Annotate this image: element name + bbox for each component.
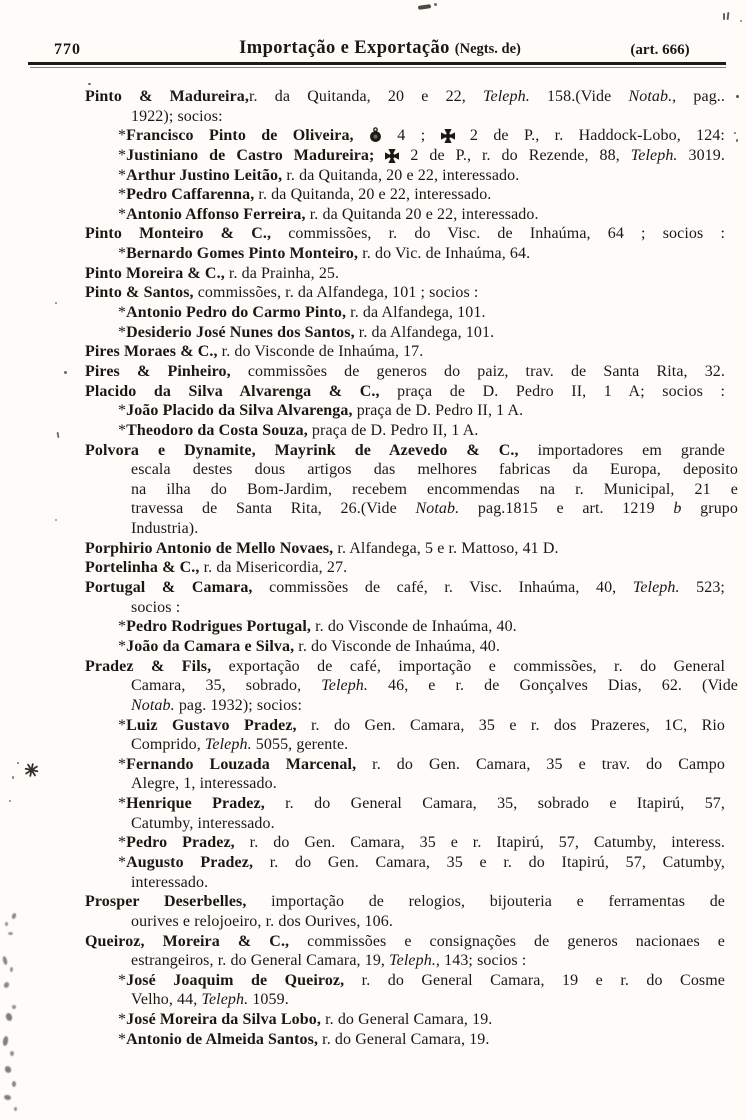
directory-line xyxy=(85,558,725,578)
ink-speck xyxy=(11,912,17,919)
entry-text: * xyxy=(118,146,127,164)
directory-line xyxy=(85,166,725,186)
entry-text: * xyxy=(118,166,127,184)
italic-term: Teleph. xyxy=(632,579,680,597)
entry-text: 5055, gerente. xyxy=(251,736,349,754)
directory-list xyxy=(85,87,738,1049)
entry-text: * xyxy=(118,245,127,263)
directory-line xyxy=(85,264,725,284)
entry-text: r. da Quitanda 20 e 22, interessado. xyxy=(305,205,539,223)
entry-text: r. da Alfandega, 101. xyxy=(346,304,486,322)
name-text: Fernando Louzada Marcenal, xyxy=(126,755,357,773)
italic-term: Teleph. xyxy=(321,677,368,695)
entry-text: r. da Alfandega, 101. xyxy=(354,323,495,341)
ink-speck xyxy=(88,83,91,85)
ink-speck xyxy=(12,1005,16,1009)
name-text: Portugal & Camara, xyxy=(85,579,253,597)
entry-text: 2 de P., r. Haddock-Lobo, 124: xyxy=(469,127,725,145)
directory-line xyxy=(85,224,725,244)
directory-line xyxy=(85,441,725,461)
entry-text: r. da Quitanda, 20 e 22, xyxy=(249,88,484,105)
directory-line xyxy=(85,990,725,1010)
ink-speck xyxy=(2,1036,9,1047)
directory-line xyxy=(85,794,725,814)
name-text: José Joaquim de Queiroz, xyxy=(126,971,345,989)
entry-text: Catumby, interessado. xyxy=(131,814,275,832)
name-text: Arthur Justino Leitão, xyxy=(126,166,283,184)
entry-text: 1922); socios: xyxy=(131,107,223,125)
entry-text: 158.(Vide xyxy=(529,88,629,105)
entry-text: r. do General Camara, 19 e r. do Cosme xyxy=(344,971,725,989)
entry-text: commissões, r. do Visc. de Inhaúma, 64 ; socios : xyxy=(271,225,725,243)
directory-line xyxy=(85,696,725,716)
name-text: Luiz Gustavo Pradez, xyxy=(126,716,297,734)
cross-icon xyxy=(441,129,455,143)
name-text: Antonio de Almeida Santos, xyxy=(126,1030,319,1048)
ink-speck xyxy=(17,762,19,764)
directory-line xyxy=(85,205,725,225)
name-text: Pedro Rodrigues Portugal, xyxy=(126,618,311,636)
entry-text: * xyxy=(118,323,127,341)
entry-text: * xyxy=(118,618,127,636)
directory-line xyxy=(85,401,725,421)
name-text: Pires & Pinheiro, xyxy=(85,362,231,380)
entry-text: 3019. xyxy=(677,146,725,164)
ink-speck xyxy=(55,302,57,304)
header-rule-thick xyxy=(28,62,726,65)
page-number: 770 xyxy=(54,41,81,58)
directory-line xyxy=(85,735,725,755)
entry-text: r. do Visconde de Inhaúma, 40. xyxy=(310,618,517,636)
name-text: Pedro Pradez, xyxy=(126,834,235,852)
name-text: João da Camara e Silva, xyxy=(126,637,295,655)
entry-text: r. do Vic. de Inhaúma, 64. xyxy=(358,245,531,263)
directory-line xyxy=(85,519,725,539)
directory-line xyxy=(85,774,725,794)
medal-icon xyxy=(369,127,382,143)
entry-text: r. da Quitanda, 20 e 22, interessado. xyxy=(282,166,520,184)
ink-speck xyxy=(64,371,67,374)
ink-speck xyxy=(2,956,8,966)
entry-text: commissões de café, r. Visc. Inhaúma, 40, xyxy=(252,579,633,597)
name-text: Antonio Pedro do Carmo Pinto, xyxy=(126,304,347,322)
ink-speck xyxy=(740,20,742,22)
directory-line xyxy=(85,87,725,107)
italic-term: Teleph. xyxy=(630,146,678,164)
entry-text: commissões de generos do paiz, trav. de Santa Rita, 32. xyxy=(230,362,726,380)
ink-speck xyxy=(10,967,13,972)
ink-speck xyxy=(736,139,738,142)
ink-speck xyxy=(418,4,431,10)
name-text: Theodoro da Costa Souza, xyxy=(126,421,308,439)
entry-text: * xyxy=(118,304,127,322)
entry-text: * xyxy=(118,853,127,871)
page-title-suffix-text: (Negts. de) xyxy=(454,41,521,57)
page-title-text: Importação e Exportação xyxy=(239,38,450,58)
directory-line xyxy=(85,892,725,912)
ink-speck xyxy=(9,800,11,802)
entry-text: 4 ; xyxy=(397,127,441,145)
entry-text: interessado. xyxy=(131,873,209,891)
name-text: Pinto & Santos, xyxy=(85,284,194,302)
entry-text: commissões e consignações de generos nacionaes e xyxy=(289,932,725,950)
directory-line xyxy=(85,539,725,559)
entry-text xyxy=(354,127,369,144)
entry-text: importadores em grande xyxy=(518,441,725,459)
name-text: Desiderio José Nunes dos Santos, xyxy=(126,323,355,341)
entry-text: praça de D. Pedro II, 1 A. xyxy=(307,421,479,439)
header-rule-thin xyxy=(30,67,726,68)
entry-text: grupo xyxy=(681,500,738,518)
directory-line xyxy=(85,283,725,303)
directory-line xyxy=(85,755,725,775)
directory-line xyxy=(85,578,725,598)
directory-line xyxy=(85,617,725,637)
ink-speck xyxy=(14,1107,17,1111)
directory-line xyxy=(85,833,725,853)
name-text: Antonio Affonso Ferreira, xyxy=(126,205,306,223)
directory-line xyxy=(85,1030,725,1050)
entry-text: r. do Gen. Camara, 35 e r. Itapirú, 57, Catumby, interess. xyxy=(234,834,725,852)
name-text: Pinto Monteiro & C., xyxy=(85,225,272,243)
entry-text: r. do Gen. Camara, 35 e trav. do Campo xyxy=(356,755,725,773)
entry-text: 523; xyxy=(679,579,725,597)
name-text: Justiniano de Castro Madureira; xyxy=(126,146,375,164)
entry-text: 46, e r. de Gonçalves Dias, 62. (Vide xyxy=(368,677,738,695)
name-text: Polvora e Dynamite, Mayrink de Azevedo & C., xyxy=(85,441,519,459)
entry-text: ourives e relojoeiro, r. dos Ourives, 106. xyxy=(131,912,393,930)
entry-text: r. da Misericordia, 27. xyxy=(199,559,348,577)
name-text: Pinto & Madureira, xyxy=(85,88,250,105)
ink-speck xyxy=(12,1081,16,1087)
name-text: Portelinha & C., xyxy=(85,559,200,577)
entry-text: * xyxy=(118,971,127,989)
directory-line xyxy=(85,716,725,736)
name-text: Placido da Silva Alvarenga & C., xyxy=(85,382,380,400)
italic-term: Teleph. xyxy=(201,991,249,1009)
directory-line xyxy=(85,1010,725,1030)
name-text: Augusto Pradez, xyxy=(126,853,254,871)
entry-text: pag. 1932); socios: xyxy=(174,696,303,714)
directory-line xyxy=(85,480,738,500)
directory-line xyxy=(85,342,725,362)
entry-text: estrangeiros, r. do General Camara, 19, xyxy=(131,952,390,970)
directory-line xyxy=(85,421,725,441)
entry-text: commissões, r. da Alfandega, 101 ; socios : xyxy=(193,284,479,302)
entry-text: * xyxy=(118,205,127,223)
name-text: Francisco Pinto de Oliveira, xyxy=(126,127,354,145)
directory-line xyxy=(85,244,725,264)
name-text: Bernardo Gomes Pinto Monteiro, xyxy=(126,245,359,263)
directory-line xyxy=(85,382,725,402)
entry-text: r. do Visconde de Inhaúma, 17. xyxy=(217,343,424,361)
directory-line xyxy=(85,126,725,146)
directory-line xyxy=(85,971,725,991)
entry-text: r. da Quitanda, 20 e 22, interessado. xyxy=(254,186,492,204)
italic-term: Teleph. xyxy=(389,952,436,970)
ink-speck xyxy=(4,1065,13,1074)
ink-speck xyxy=(12,776,14,779)
entry-text: r. do Visconde de Inhaúma, 40. xyxy=(294,637,500,655)
entry-text: * xyxy=(118,421,127,439)
ink-speck xyxy=(723,13,725,20)
directory-line xyxy=(85,460,738,480)
ink-speck xyxy=(3,1094,11,1101)
name-text: Pinto Moreira & C., xyxy=(85,264,225,282)
entry-text: * xyxy=(118,637,127,655)
name-text: Pedro Caffarenna, xyxy=(126,186,255,204)
italic-term: Notab. xyxy=(628,88,673,105)
entry-text: escala destes dous artigos das melhores fabricas da Europa, deposito xyxy=(131,461,738,479)
ink-speck xyxy=(736,95,739,98)
ink-speck xyxy=(5,1012,13,1022)
italic-term: Teleph. xyxy=(204,736,252,754)
directory-line xyxy=(85,932,725,952)
entry-text: * xyxy=(118,834,127,852)
ink-speck xyxy=(3,981,10,989)
entry-text: r. do General Camara, 19. xyxy=(320,1011,493,1029)
entry-text: Alegre, 1, interessado. xyxy=(131,775,277,793)
page-title xyxy=(160,38,600,59)
directory-line xyxy=(85,107,725,127)
ink-speck xyxy=(56,432,59,438)
italic-term: Notab. xyxy=(131,696,175,714)
entry-text: Comprido, xyxy=(131,736,205,754)
directory-line xyxy=(85,323,725,343)
directory-line xyxy=(85,146,725,166)
entry-text: travessa de Santa Rita, 26.(Vide xyxy=(131,500,416,518)
directory-line xyxy=(85,676,738,696)
entry-text: * xyxy=(118,186,127,204)
entry-text: socios : xyxy=(131,598,181,616)
entry-text: importação de relogios, bijouteria e ferramentas de xyxy=(246,893,726,911)
entry-text: r. do General Camara, 35, sobrado e Itapirú, 57, xyxy=(264,795,725,813)
entry-text: r. Alfandega, 5 e r. Mattoso, 41 D. xyxy=(333,539,559,557)
entry-text: Camara, 35, sobrado, xyxy=(131,677,322,695)
name-text: Pradez & Fils, xyxy=(85,657,212,675)
directory-line xyxy=(85,362,725,382)
name-text: Porphirio Antonio de Mello Novaes, xyxy=(85,539,334,557)
entry-text: praça de D. Pedro II, 1 A; socios : xyxy=(379,382,725,400)
entry-text: Velho, 44, xyxy=(131,991,202,1009)
directory-line xyxy=(85,637,725,657)
entry-text: * xyxy=(118,127,127,145)
entry-text: 1059. xyxy=(248,991,289,1009)
directory-line xyxy=(85,873,725,893)
ink-speck xyxy=(727,12,730,20)
entry-text: praça de D. Pedro II, 1 A. xyxy=(352,402,524,420)
directory-line xyxy=(85,814,725,834)
entry-text: * xyxy=(118,716,127,734)
entry-text: exportação de café, importação e commissões, r. do General xyxy=(211,657,725,675)
directory-line xyxy=(85,598,725,618)
name-text: Queiroz, Moreira & C., xyxy=(85,932,290,950)
entry-text: r. da Prainha, 25. xyxy=(224,264,340,282)
entry-text: na ilha do Bom-Jardim, recebem encommendas na r. Municipal, 21 e xyxy=(131,480,738,498)
ink-speck xyxy=(434,3,437,6)
ink-speck xyxy=(55,519,57,521)
italic-term: Notab. xyxy=(415,500,460,518)
entry-text: * xyxy=(118,795,127,813)
directory-line xyxy=(85,951,725,971)
name-text: João Placido da Silva Alvarenga, xyxy=(126,402,353,420)
name-text: Prosper Deserbelles, xyxy=(85,893,247,911)
entry-text: * xyxy=(118,402,127,420)
article-reference: (art. 666) xyxy=(630,42,690,58)
entry-text: 2 de P., r. do Rezende, 88, xyxy=(410,146,631,164)
cross-icon xyxy=(385,149,399,163)
name-text: José Moreira da Silva Lobo, xyxy=(126,1011,321,1029)
ink-speck xyxy=(734,132,736,134)
entry-text: pag.1815 e art. 1219 xyxy=(459,500,674,518)
directory-line xyxy=(85,499,738,519)
name-text: Henrique Pradez, xyxy=(126,795,265,813)
ink-blot-star xyxy=(22,762,40,783)
entry-text: r. do General Camara, 19. xyxy=(318,1030,490,1048)
entry-text: * xyxy=(118,1030,127,1048)
directory-line xyxy=(85,912,725,932)
ink-speck xyxy=(8,932,13,935)
directory-line xyxy=(85,853,725,873)
entry-text: , 143; socios : xyxy=(435,952,527,970)
directory-line xyxy=(85,303,725,323)
italic-term: Teleph. xyxy=(483,88,530,105)
entry-text: * xyxy=(118,1011,127,1029)
directory-line xyxy=(85,657,725,677)
ink-speck xyxy=(5,922,8,926)
name-text: Pires Moraes & C., xyxy=(85,343,218,361)
entry-text: r. do Gen. Camara, 35 e r. do Itapirú, 57, Catumby, xyxy=(253,853,725,871)
entry-text: Industria). xyxy=(131,520,199,538)
ink-speck xyxy=(10,1051,14,1056)
directory-line xyxy=(85,185,725,205)
entry-text: * xyxy=(118,755,127,773)
italic-term: b xyxy=(673,500,682,518)
entry-text: , pag.. xyxy=(672,88,726,105)
entry-text: r. do Gen. Camara, 35 e r. dos Prazeres, 1C, Rio xyxy=(296,716,725,734)
